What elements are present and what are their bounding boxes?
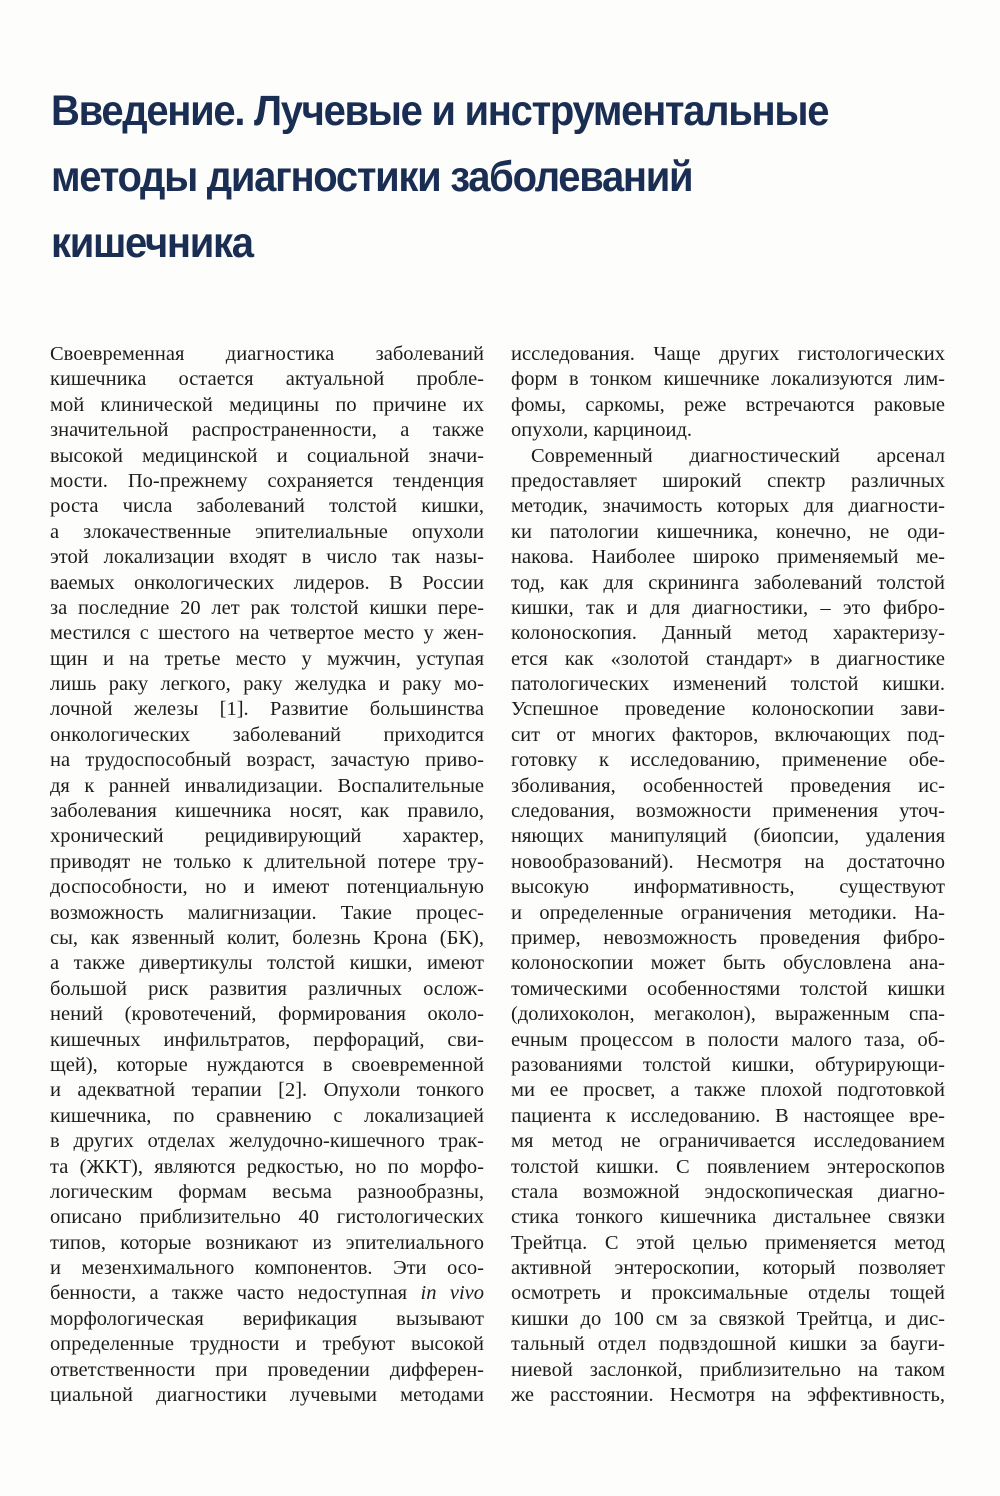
text-line: мости. По-прежнему сохраняется тенденция <box>50 469 484 492</box>
text-line-italic <box>50 1281 484 1306</box>
text-line: томическими особенностями толстой кишки <box>511 977 945 1000</box>
text-line: разованиями толстой кишки, обтурирующи- <box>511 1053 945 1076</box>
text-line: этой локализации входят в число так назы- <box>50 546 484 569</box>
text-line: тод, как для скрининга заболеваний толстой <box>511 571 945 594</box>
text-line: колоноскопия. Данный метод характеризу- <box>511 622 945 645</box>
text-line: приводят не только к длительной потере тру- <box>50 850 484 873</box>
text-line: ется как «золотой стандарт» в диагностике <box>511 647 945 670</box>
italic-phrase: in vivo <box>420 1282 485 1305</box>
text-line: осмотреть и проксимальные отделы тощей <box>511 1282 945 1305</box>
text-line: местился с шестого на четвертое место у жен- <box>50 622 484 645</box>
title-line: кишечника <box>51 219 253 267</box>
text-line: сит от многих факторов, включающих под- <box>511 723 945 746</box>
right-paragraph-1 <box>511 342 945 444</box>
text-line: и мезенхимального компонентов. Эти осо- <box>50 1257 484 1280</box>
text-line: большой риск развития различных ослож- <box>50 977 484 1000</box>
text-line: значительной распространенности, а также <box>50 419 484 442</box>
text-line: патологических изменений толстой кишки. <box>511 673 945 696</box>
text-line: методик, значимость которых для диагности- <box>511 495 945 518</box>
text-line: же расстоянии. Несмотря на эффективность, <box>511 1384 945 1407</box>
text-line: определенные трудности и требуют высокой <box>50 1333 484 1356</box>
text-line: кишки, так и для диагностики, – это фибро- <box>511 596 945 619</box>
text-line: ми ее просвет, а также плохой подготовкой <box>511 1079 945 1102</box>
text-line: ваемых онкологических лидеров. В России <box>50 571 484 594</box>
text-line: Успешное проведение колоноскопии зави- <box>511 698 945 721</box>
text-line: доспособности, но и имеют потенциальную <box>50 876 484 899</box>
text-line: на трудоспособный возраст, зачастую приво- <box>50 749 484 772</box>
title-line: Введение. Лучевые и инструментальные <box>51 87 829 135</box>
text-line: дя к ранней инвалидизации. Воспалительные <box>50 774 484 797</box>
text-line: мой клинической медицины по причине их <box>50 393 484 416</box>
text-line: накова. Наиболее широко применяемый ме- <box>511 546 945 569</box>
italic-line-before: бенности, а также часто недоступная <box>50 1282 421 1305</box>
text-line: толстой кишки. С появлением энтероскопов <box>511 1155 945 1178</box>
left-column <box>50 342 484 1408</box>
text-line: Своевременная диагностика заболеваний <box>50 343 484 365</box>
text-line: нений (кровотечений, формирования около- <box>50 1003 484 1026</box>
text-line: мя метод не ограничивается исследованием <box>511 1130 945 1153</box>
text-line: высокую информативность, существуют <box>511 876 945 899</box>
text-line: возможность малигнизации. Такие процес- <box>50 901 484 924</box>
text-line: лочной железы [1]. Развитие большинства <box>50 698 484 721</box>
text-line: и адекватной терапии [2]. Опухоли тонкого <box>50 1079 484 1102</box>
text-line: предоставляет широкий спектр различных <box>511 469 945 492</box>
text-line: Современный диагностический арсенал <box>531 444 945 467</box>
text-line: ответственности при проведении дифферен- <box>50 1358 484 1381</box>
text-line: кишечных инфильтратов, перфораций, сви- <box>50 1028 484 1051</box>
text-line: хронический рецидивирующий характер, <box>50 825 484 848</box>
text-line: сы, как язвенный колит, болезнь Крона (БК), <box>50 926 484 949</box>
text-line: логическим формам весьма разнообразны, <box>50 1180 484 1203</box>
text-line: пациента к исследованию. В настоящее вре- <box>511 1104 945 1127</box>
text-line: пример, невозможность проведения фибро- <box>511 926 945 949</box>
text-line: тальный отдел подвздошной кишки за бауги- <box>511 1333 945 1356</box>
text-line: а также дивертикулы толстой кишки, имеют <box>50 952 484 975</box>
text-line: и определенные ограничения методики. На- <box>511 901 945 924</box>
text-line: стала возможной эндоскопическая диагно- <box>511 1180 945 1203</box>
text-line: няющих манипуляций (биопсии, удаления <box>511 825 945 848</box>
text-line: ечным процессом в полости малого таза, об- <box>511 1028 945 1051</box>
text-line: кишечника, по сравнению с локализацией <box>50 1104 484 1127</box>
text-line: исследования. Чаще других гистологических <box>511 343 945 365</box>
text-line: заболевания кишечника носят, как правило, <box>50 800 484 823</box>
left-column-tail <box>50 1307 484 1409</box>
text-line: за последние 20 лет рак толстой кишки пере- <box>50 596 484 619</box>
text-line: ки патологии кишечника, конечно, не оди- <box>511 520 945 543</box>
text-line: а злокачественные эпителиальные опухоли <box>50 520 484 543</box>
text-line: морфологическая верификация вызывают <box>50 1307 484 1330</box>
text-line: готовку к исследованию, применение обе- <box>511 749 945 772</box>
text-line: щин и на третье место у мужчин, уступая <box>50 647 484 670</box>
text-line: щей), которые нуждаются в своевременной <box>50 1053 484 1076</box>
text-line: следования, возможности применения уточ- <box>511 800 945 823</box>
text-line: кишки до 100 см за связкой Трейтца, и дис- <box>511 1307 945 1330</box>
left-column-lines <box>50 342 484 1281</box>
text-line: та (ЖКТ), являются редкостью, но по морфо- <box>50 1155 484 1178</box>
text-line: описано приблизительно 40 гистологических <box>50 1206 484 1229</box>
text-line: онкологических заболеваний приходится <box>50 723 484 746</box>
page-title <box>51 78 888 276</box>
text-line: зболивания, особенностей проведения ис- <box>511 774 945 797</box>
text-line: лишь раку легкого, раку желудка и раку мо- <box>50 673 484 696</box>
text-line: роста числа заболеваний толстой кишки, <box>50 495 484 518</box>
text-line: ниевой заслонкой, приблизительно на таком <box>511 1358 945 1381</box>
title-line: методы диагностики заболеваний <box>51 153 693 201</box>
text-line: фомы, саркомы, реже встречаются раковые <box>511 393 945 416</box>
text-line: новообразований). Несмотря на достаточно <box>511 850 945 873</box>
text-line: стика тонкого кишечника дистальнее связки <box>511 1206 945 1229</box>
text-line: кишечника остается актуальной пробле- <box>50 368 484 391</box>
text-line: типов, которые возникают из эпителиального <box>50 1231 484 1254</box>
text-line: колоноскопии может быть обусловлена ана- <box>511 952 945 975</box>
text-line: (долихоколон, мегаколон), выраженным спа- <box>511 1003 945 1026</box>
text-line: форм в тонком кишечнике локализуются лим- <box>511 368 945 391</box>
text-line: активной энтероскопии, который позволяет <box>511 1257 945 1280</box>
text-line: циальной диагностики лучевыми методами <box>50 1384 484 1407</box>
text-line: опухоли, карциноид. <box>511 419 693 442</box>
text-line: Трейтца. С этой целью применяется метод <box>511 1231 945 1254</box>
right-paragraph-2 <box>511 444 945 1409</box>
text-line: высокой медицинской и социальной значи- <box>50 444 484 467</box>
text-line: в других отделах желудочно-кишечного трак- <box>50 1130 484 1153</box>
right-column <box>511 342 945 1408</box>
